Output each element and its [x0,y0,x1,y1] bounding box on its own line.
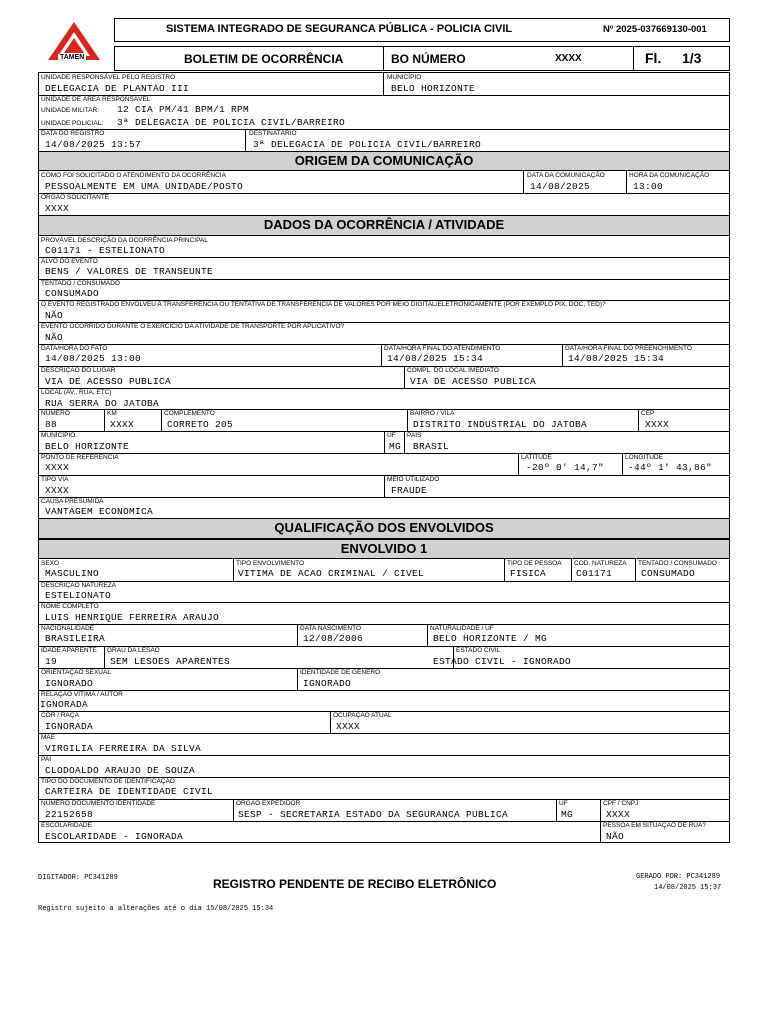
relacao-label: RELAÇÃO VÍTIMA / AUTOR [41,691,123,698]
destinatario-label: DESTINATÁRIO [249,130,297,137]
tipo-via-value: XXXX [45,485,70,496]
bairro-value: DISTRITO INDUSTRIAL DO JATOBA [413,419,588,430]
digital-value: NÃO [45,310,64,321]
tentado-label: TENTADO / CONSUMADO [41,280,120,287]
bo-label: BO NÚMERO [391,52,466,66]
cep-label: CEP [641,410,655,417]
pais-value: BRASIL [413,441,450,452]
cod-natureza-label: COD. NATUREZA [574,560,627,567]
num-doc-label: NUMERO DOCUMENTO IDENTIDADE [41,800,156,807]
nacionalidade-label: NACIONALIDADE [41,625,95,632]
provavel-value: C01171 - ESTELIONATO [45,245,166,256]
cpf-value: XXXX [606,809,631,820]
longitude-label: LONGITUDE [625,454,663,461]
bo-value: XXXX [555,53,582,64]
hora-comunicacao-value: 13:00 [633,181,664,192]
tipo-pessoa-value: FISICA [510,568,547,579]
escolaridade-value: ESCOLARIDADE - IGNORADA [45,831,184,842]
identidade-genero-value: IGNORADO [303,678,352,689]
meio-label: MEIO UTILIZADO [387,476,440,483]
ponto-label: PONTO DE REFERÊNCIA [41,454,119,461]
militar-label: UNIDADE MILITAR: [41,107,100,114]
nascimento-value: 12/08/2006 [303,633,364,644]
bo-number-ref: Nº 2025-037669130-001 [603,24,707,35]
gerado-data: 14/08/2025 15:37 [654,884,722,892]
env-uf-label: UF [559,800,568,807]
section-envolvidos: QUALIFICAÇÃO DOS ENVOLVIDOS [38,518,730,539]
tipo-pessoa-label: TIPO DE PESSOA [507,560,562,567]
mae-value: VIRGILIA FERREIRA DA SILVA [45,743,202,754]
numero-label: NÚMERO [41,410,70,417]
municipio-value: BELO HORIZONTE [391,83,476,94]
desc-lugar-label: DESCRIÇÃO DO LUGAR [41,367,116,374]
dados-municipio-label: MUNICÍPIO [41,432,76,439]
folha-label: Fl. [645,50,662,66]
pais-label: PAÍS [407,432,422,439]
policial-value: 3ª DELEGACIA DE POLICIA CIVIL/BARREIRO [117,117,346,128]
final-preench-label: DATA/HORA FINAL DO PREENCHIMENTO [565,345,692,352]
naturalidade-value: BELO HORIZONTE / MG [433,633,548,644]
pai-label: PAI [41,756,51,763]
data-fato-label: DATA/HORA DO FATO [41,345,108,352]
latitude-label: LATITUDE [521,454,552,461]
data-registro-value: 14/08/2025 13:57 [45,139,142,150]
orientacao-value: IGNORADO [45,678,94,689]
numero-value: 88 [45,419,58,430]
compl-lugar-value: VIA DE ACESSO PUBLICA [410,376,537,387]
local-value: RUA SERRA DO JATOBA [45,398,160,409]
section-envolvido-1: ENVOLVIDO 1 [38,539,730,559]
causa-label: CAUSA PRESUMIDA [41,498,104,505]
como-label: COMO FOI SOLICITADO O ATENDIMENTO DA OCORRÊNCIA [41,172,226,179]
provavel-label: PROVÁVEL DESCRIÇÃO DA OCORRÊNCIA PRINCIPAL [41,237,208,244]
sexo-value: MASCULINO [45,568,100,579]
ocupacao-value: XXXX [336,721,361,732]
idade-label: IDADE APARENTE [41,647,97,654]
destinatario-value: 3ª DELEGACIA DE POLICIA CIVIL/BARREIRO [253,139,482,150]
pai-value: CLODOALDO ARAUJO DE SOUZA [45,765,196,776]
ponto-value: XXXX [45,462,70,473]
cor-label: COR / RAÇA [41,712,79,719]
ocupacao-label: OCUPAÇÃO ATUAL [333,712,392,719]
longitude-value: -44º 1' 43,86" [628,462,713,473]
estado-civil-label: ESTADO CIVIL [456,647,501,654]
final-atend-label: DATA/HORA FINAL DO ATENDIMENTO [384,345,501,352]
compl-lugar-label: COMPL. DO LOCAL IMEDIATO [407,367,499,374]
data-comunicacao-label: DATA DA COMUNICAÇÃO [527,172,605,179]
env-uf-value: MG [561,809,574,820]
env-tentado-label: TENTADO / CONSUMADO [638,560,717,567]
desc-natureza-value: ESTELIONATO [45,590,112,601]
cep-value: XXXX [645,419,670,430]
orgao-expedidor-label: ÓRGÃO EXPEDIDOR [236,800,301,807]
unidade-value: DELEGACIA DE PLANTAO III [45,83,190,94]
gerado-por: GERADO POR: PC341289 [636,873,721,881]
data-comunicacao-value: 14/08/2025 [530,181,591,192]
alvo-value: BENS / VALORES DE TRANSEUNTE [45,266,214,277]
idade-value: 19 [45,656,58,667]
env-tentado-value: CONSUMADO [641,568,696,579]
cor-value: IGNORADA [45,721,94,732]
orgao-expedidor-value: SESP - SECRETARIA ESTADO DA SEGURANCA PUBLICA [238,809,509,820]
mae-label: MÃE [41,734,56,741]
militar-value: 12 CIA PM/41 BPM/1 RPM [117,104,250,115]
digitador: DIGITADOR: PC341289 [38,874,118,882]
folha-value: 1/3 [682,50,702,66]
sexo-label: SEXO [41,560,60,567]
tipo-env-label: TIPO ENVOLVIMENTO [236,560,305,567]
area-label: UNIDADE DE ÁREA RESPONSÁVEL [41,96,151,103]
final-atend-value: 14/08/2025 15:34 [387,353,484,364]
local-label: LOCAL (AV., RUA, ETC) [41,389,112,396]
nascimento-label: DATA NASCIMENTO [300,625,362,632]
sujeito-alteracoes: Registro sujeito a alterações até o dia 15/08/2025 15:34 [38,905,274,913]
unidade-label: UNIDADE RESPONSÁVEL PELO REGISTRO [41,74,176,81]
nacionalidade-value: BRASILEIRA [45,633,106,644]
km-value: XXXX [110,419,135,430]
tentado-value: CONSUMADO [45,288,100,299]
dados-uf-label: UF [387,432,396,439]
naturalidade-label: NATURALIDADE / UF [430,625,494,632]
nome-value: LUIS HENRIQUE FERREIRA ARAUJO [45,612,220,623]
dados-uf-value: MG [389,441,402,452]
cpf-label: CPF / CNPJ [603,800,639,807]
transporte-value: NÃO [45,332,64,343]
meio-value: FRAUDE [391,485,428,496]
doc-title: BOLETIM DE OCORRÊNCIA [184,52,344,66]
orientacao-label: ORIENTAÇÃO SEXUAL [41,669,111,676]
tipo-via-label: TIPO VIA [41,476,69,483]
transporte-label: EVENTO OCORRIDO DURANTE O EXERCÍCIO DA ATIVIDADE DE TRANSPORTE POR APLICATIVO? [41,323,345,330]
tipo-env-value: VITIMA DE ACAO CRIMINAL / CIVEL [238,568,425,579]
state-logo [44,20,104,68]
complemento-value: CORRETO 205 [167,419,234,430]
situacao-rua-value: NÃO [606,831,625,842]
data-registro-label: DATA DO REGISTRO [41,130,105,137]
grau-value: SEM LESOES APARENTES [110,656,231,667]
policial-label: UNIDADE POLICIAL: [41,120,104,127]
desc-natureza-label: DESCRIÇÃO NATUREZA [41,582,116,589]
data-fato-value: 14/08/2025 13:00 [45,353,142,364]
final-preench-value: 14/08/2025 15:34 [568,353,665,364]
causa-value: VANTAGEM ECONOMICA [45,506,154,517]
municipio-label: MUNICÍPIO [387,74,422,81]
estado-civil-value: ESTADO CIVIL - IGNORADO [433,656,572,667]
pendente-title: REGISTRO PENDENTE DE RECIBO ELETRÔNICO [213,877,497,891]
tipo-doc-label: TIPO DO DOCUMENTO DE IDENTIFICAÇÃO [41,778,175,785]
desc-lugar-value: VIA DE ACESSO PUBLICA [45,376,172,387]
nome-label: NOME COMPLETO [41,603,99,610]
orgao-solicitante-label: ÓRGÃO SOLICITANTE [41,194,110,201]
tipo-doc-value: CARTEIRA DE IDENTIDADE CIVIL [45,786,214,797]
num-doc-value: 22152658 [45,809,94,820]
bairro-label: BAIRRO / VILA [410,410,455,417]
section-dados: DADOS DA OCORRÊNCIA / ATIVIDADE [38,215,730,236]
complemento-label: COMPLEMENTO [164,410,215,417]
logo-text: TAMEN [60,54,85,61]
alvo-label: ALVO DO EVENTO [41,258,98,265]
dados-municipio-value: BELO HORIZONTE [45,441,130,452]
digital-label: O EVENTO REGISTRADO ENVOLVEU A TRANSFERÊNCIA OU TENTATIVA DE TRANSFERÊNCIA DE VALORES POR MEIO DIGITAL/ELETRONICAMENTE (POR EXEMPLO PIX, DOC, TED)? [41,301,606,308]
hora-comunicacao-label: HORA DA COMUNICAÇÃO [629,172,710,179]
situacao-rua-label: PESSOA EM SITUAÇÃO DE RUA? [603,822,706,829]
escolaridade-label: ESCOLARIDADE [41,822,92,829]
relacao-value: IGNORADA [40,699,89,710]
orgao-solicitante-value: XXXX [45,203,70,214]
cod-natureza-value: C01171 [576,568,613,579]
latitude-value: -20º 0' 14,7" [526,462,605,473]
grau-label: GRAU DA LESÃO [107,647,160,654]
identidade-genero-label: IDENTIDADE DE GÊNERO [300,669,381,676]
como-value: PESSOALMENTE EM UMA UNIDADE/POSTO [45,181,244,192]
section-origem: ORIGEM DA COMUNICAÇÃO [38,151,730,171]
km-label: KM [107,410,117,417]
system-title: SISTEMA INTEGRADO DE SEGURANCA PÚBLICA - POLICIA CIVIL [166,23,513,35]
